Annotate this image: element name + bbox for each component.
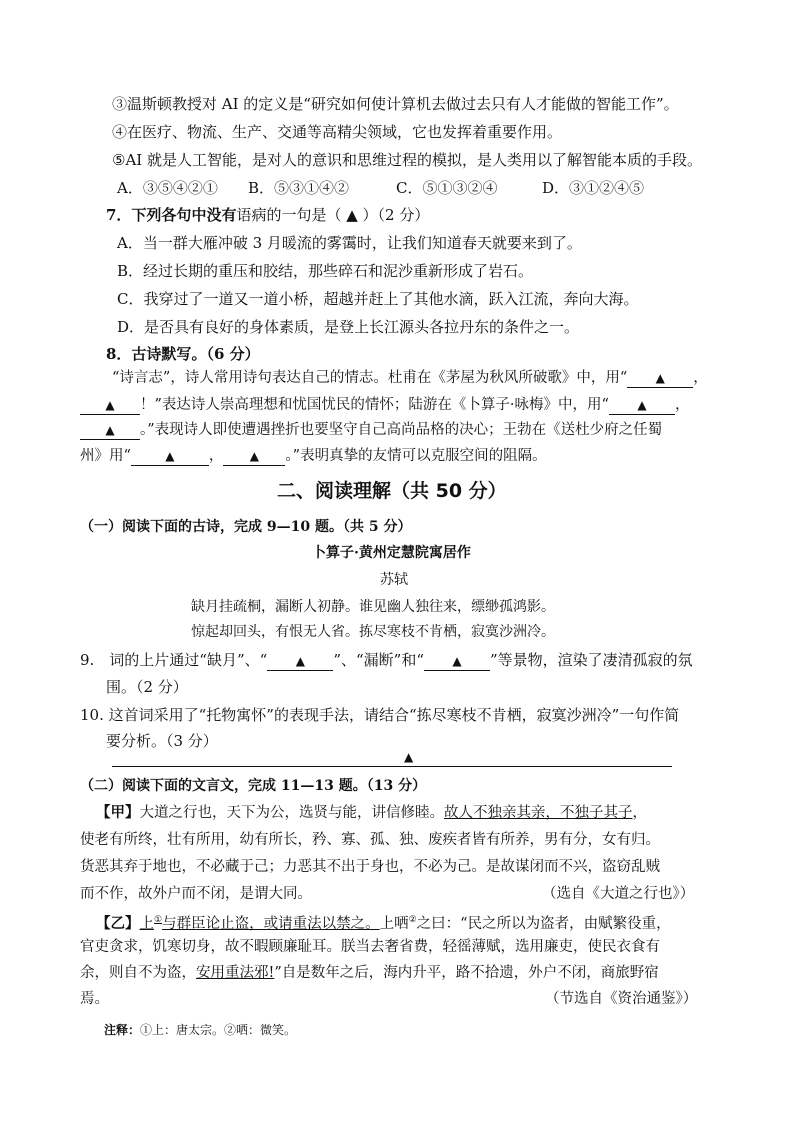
q8-blank-5-mark: ▲ <box>165 449 175 463</box>
yi-text-3c: ”自是数年之后，海内升平，路不拾遗，外户不闭，商旅野宿 <box>274 965 659 981</box>
q8-text-3a: 。”表现诗人即使遭遇挫折也要坚守自己高尚品格的决心；王勃在《送杜少府之任蜀 <box>140 422 663 438</box>
q8-blank-2[interactable] <box>80 397 140 415</box>
q8-text-1b: ， <box>693 370 708 386</box>
q8-text-2a: ！”表达诗人崇高理想和忧国忧民的情怀；陆游在《卜算子·咏梅》中，用“ <box>140 397 609 413</box>
yi-line-2: 官吏贪求，饥寒切身，故不暇顾廉耻耳。朕当去奢省费，轻徭薄赋，选用廉吏，使民衣食有 <box>80 939 660 955</box>
q8-blank-6-mark: ▲ <box>249 449 260 463</box>
jia-line-3: 货恶其弃于地也，不必藏于己；力恶其不出于身也，不必为己。是故谋闭而不兴，盗窃乱贼 <box>80 859 660 875</box>
yi-text-1a: 上 <box>139 915 154 932</box>
jia-line-4: 而不作，故外户而不闭，是谓大同。 <box>80 886 312 902</box>
yi-text-1c: 上哂 <box>379 915 409 932</box>
jia-text-1c: ， <box>632 805 647 821</box>
q9-blank-1-mark: ▲ <box>295 654 305 668</box>
poem-title: 卜算子·黄州定慧院寓居作 <box>312 545 471 561</box>
q9-text-b: ”、“漏断”和“ <box>333 651 425 669</box>
part-2-header: （二）阅读下面的文言文，完成 11—13 题。（13 分） <box>80 778 427 794</box>
part-1-header: （一）阅读下面的古诗，完成 9—10 题。（共 5 分） <box>80 519 412 535</box>
q9-text-c: ”等景物，渲染了凄清孤寂的氛 <box>490 651 693 669</box>
q10-line-2: 要分析。（3 分） <box>106 732 218 750</box>
q8-text-4a: 州》用“ <box>80 448 131 464</box>
q9-text-a: 9. 词的上片通过“缺月”、“ <box>80 651 268 669</box>
yi-note-ref-2: ② <box>408 915 417 925</box>
footnote-label: 注释： <box>104 1023 141 1037</box>
yi-source: （节选自《资治通鉴》） <box>545 991 698 1007</box>
q8-blank-1-mark: ▲ <box>655 371 665 385</box>
q8-line-2 <box>80 395 689 415</box>
q7-option-d: D．是否具有良好的身体素质，是登上长江源头各拉丹东的条件之一。 <box>117 318 580 336</box>
q9-blank-1[interactable] <box>267 653 333 671</box>
poem-line-2: 惊起却回头，有恨无人省。拣尽寒枝不肯栖，寂寞沙洲冷。 <box>191 624 555 640</box>
q8-blank-3[interactable] <box>609 397 675 415</box>
jia-line-2: 使老有所终，壮有所用，幼有所长，矜、寡、孤、独、废疾者皆有所养，男有分，女有归。 <box>80 832 660 848</box>
q6-option-c: C．⑤①③②④ <box>396 179 498 197</box>
jia-line-1 <box>96 803 647 823</box>
q7-option-a: A．当一群大雁冲破 3 月暖流的雾霭时，让我们知道春天就要来到了。 <box>117 234 582 252</box>
q8-blank-5[interactable] <box>131 448 209 466</box>
q6-option-b: B．⑤③①④② <box>248 179 350 197</box>
yi-underlined-sentence: 与群臣论止盗，或请重法以禁之。 <box>162 915 380 932</box>
yi-line-1 <box>96 910 671 934</box>
q8-blank-4[interactable] <box>80 422 140 440</box>
yi-text-1d: 之曰：“民之所以为盗者，由赋繁役重， <box>416 915 671 932</box>
q7-stem-post: 语病的一句是（ ▲ ）（2 分） <box>236 206 430 224</box>
q9-blank-2-mark: ▲ <box>452 654 462 668</box>
q8-line-4 <box>80 446 547 466</box>
q8-title: 8．古诗默写。（6 分） <box>106 345 260 363</box>
q8-text-4b: ， <box>208 448 224 464</box>
q8-text-1a: “诗言志”，诗人常用诗句表达自己的情志。杜甫在《茅屋为秋风所破歌》中，用“ <box>112 370 628 386</box>
q10-line-1: 10. 这首词采用了“托物寓怀”的表现手法，请结合“拣尽寒枝不肯栖，寂寞沙洲冷”一句作简 <box>80 706 680 724</box>
q7-stem <box>106 205 429 225</box>
poem-author: 苏轼 <box>380 572 408 588</box>
q6-item-4: ④在医疗、物流、生产、交通等高精尖领域，它也发挥着重要作用。 <box>112 123 563 141</box>
q9-line-2: 围。（2 分） <box>106 678 188 696</box>
q6-item-3: ③温斯顿教授对 AI 的定义是“研究如何使计算机去做过去只有人才能做的智能工作”。 <box>112 95 679 113</box>
q6-option-d: D．③①②④⑤ <box>542 179 645 197</box>
yi-line-4: 焉。 <box>80 991 109 1007</box>
yi-text-3a: 余，则自不为盗， <box>80 965 196 981</box>
q6-option-a: A．③⑤④②① <box>117 179 218 197</box>
q8-blank-2-mark: ▲ <box>105 398 115 412</box>
yi-underlined-phrase: 安用重法邪! <box>196 965 275 981</box>
q8-blank-1[interactable] <box>627 370 693 388</box>
jia-underlined-sentence: 故人不独亲其亲，不独子其子 <box>444 805 633 821</box>
yi-line-3 <box>80 963 659 983</box>
q8-line-3 <box>80 420 662 440</box>
q9-line-1 <box>80 650 693 671</box>
q7-stem-emphasis: 没有 <box>206 206 237 224</box>
poem-line-1: 缺月挂疏桐，漏断人初静。谁见幽人独往来，缥缈孤鸿影。 <box>191 599 555 615</box>
q6-item-5: ⑤AI 就是人工智能，是对人的意识和思维过程的模拟，是人类用以了解智能本质的手段。 <box>112 151 702 169</box>
q8-line-1 <box>112 368 708 388</box>
jia-label: 【甲】 <box>96 804 140 821</box>
yi-note-ref-1: ① <box>154 915 163 925</box>
q7-option-b: B．经过长期的重压和胶结，那些碎石和泥沙重新形成了岩石。 <box>117 262 534 280</box>
q10-answer-mark: ▲ <box>404 750 414 764</box>
jia-text-1a: 大道之行也，天下为公，选贤与能，讲信修睦。 <box>139 805 444 821</box>
q8-text-4c: 。”表明真挚的友情可以克服空间的阻隔。 <box>285 448 547 464</box>
q8-blank-4-mark: ▲ <box>105 423 115 437</box>
jia-source: （选自《大道之行也》） <box>542 886 695 902</box>
q7-stem-pre: 7．下列各句中 <box>106 206 207 224</box>
q9-blank-2[interactable] <box>424 653 490 671</box>
yi-label: 【乙】 <box>96 914 140 932</box>
q7-option-c: C．我穿过了一道又一道小桥，超越并赶上了其他水滴，跃入江流，奔向大海。 <box>117 290 639 308</box>
q8-text-2b: ， <box>674 397 690 413</box>
q8-blank-3-mark: ▲ <box>637 398 647 412</box>
section-2-title: 二、阅读理解（共 50 分） <box>277 480 507 502</box>
footnote-text: ①上：唐太宗。②哂：微笑。 <box>140 1023 297 1037</box>
footnote <box>104 1020 296 1040</box>
q10-answer-line[interactable] <box>112 766 672 767</box>
q8-blank-6[interactable] <box>223 448 285 466</box>
